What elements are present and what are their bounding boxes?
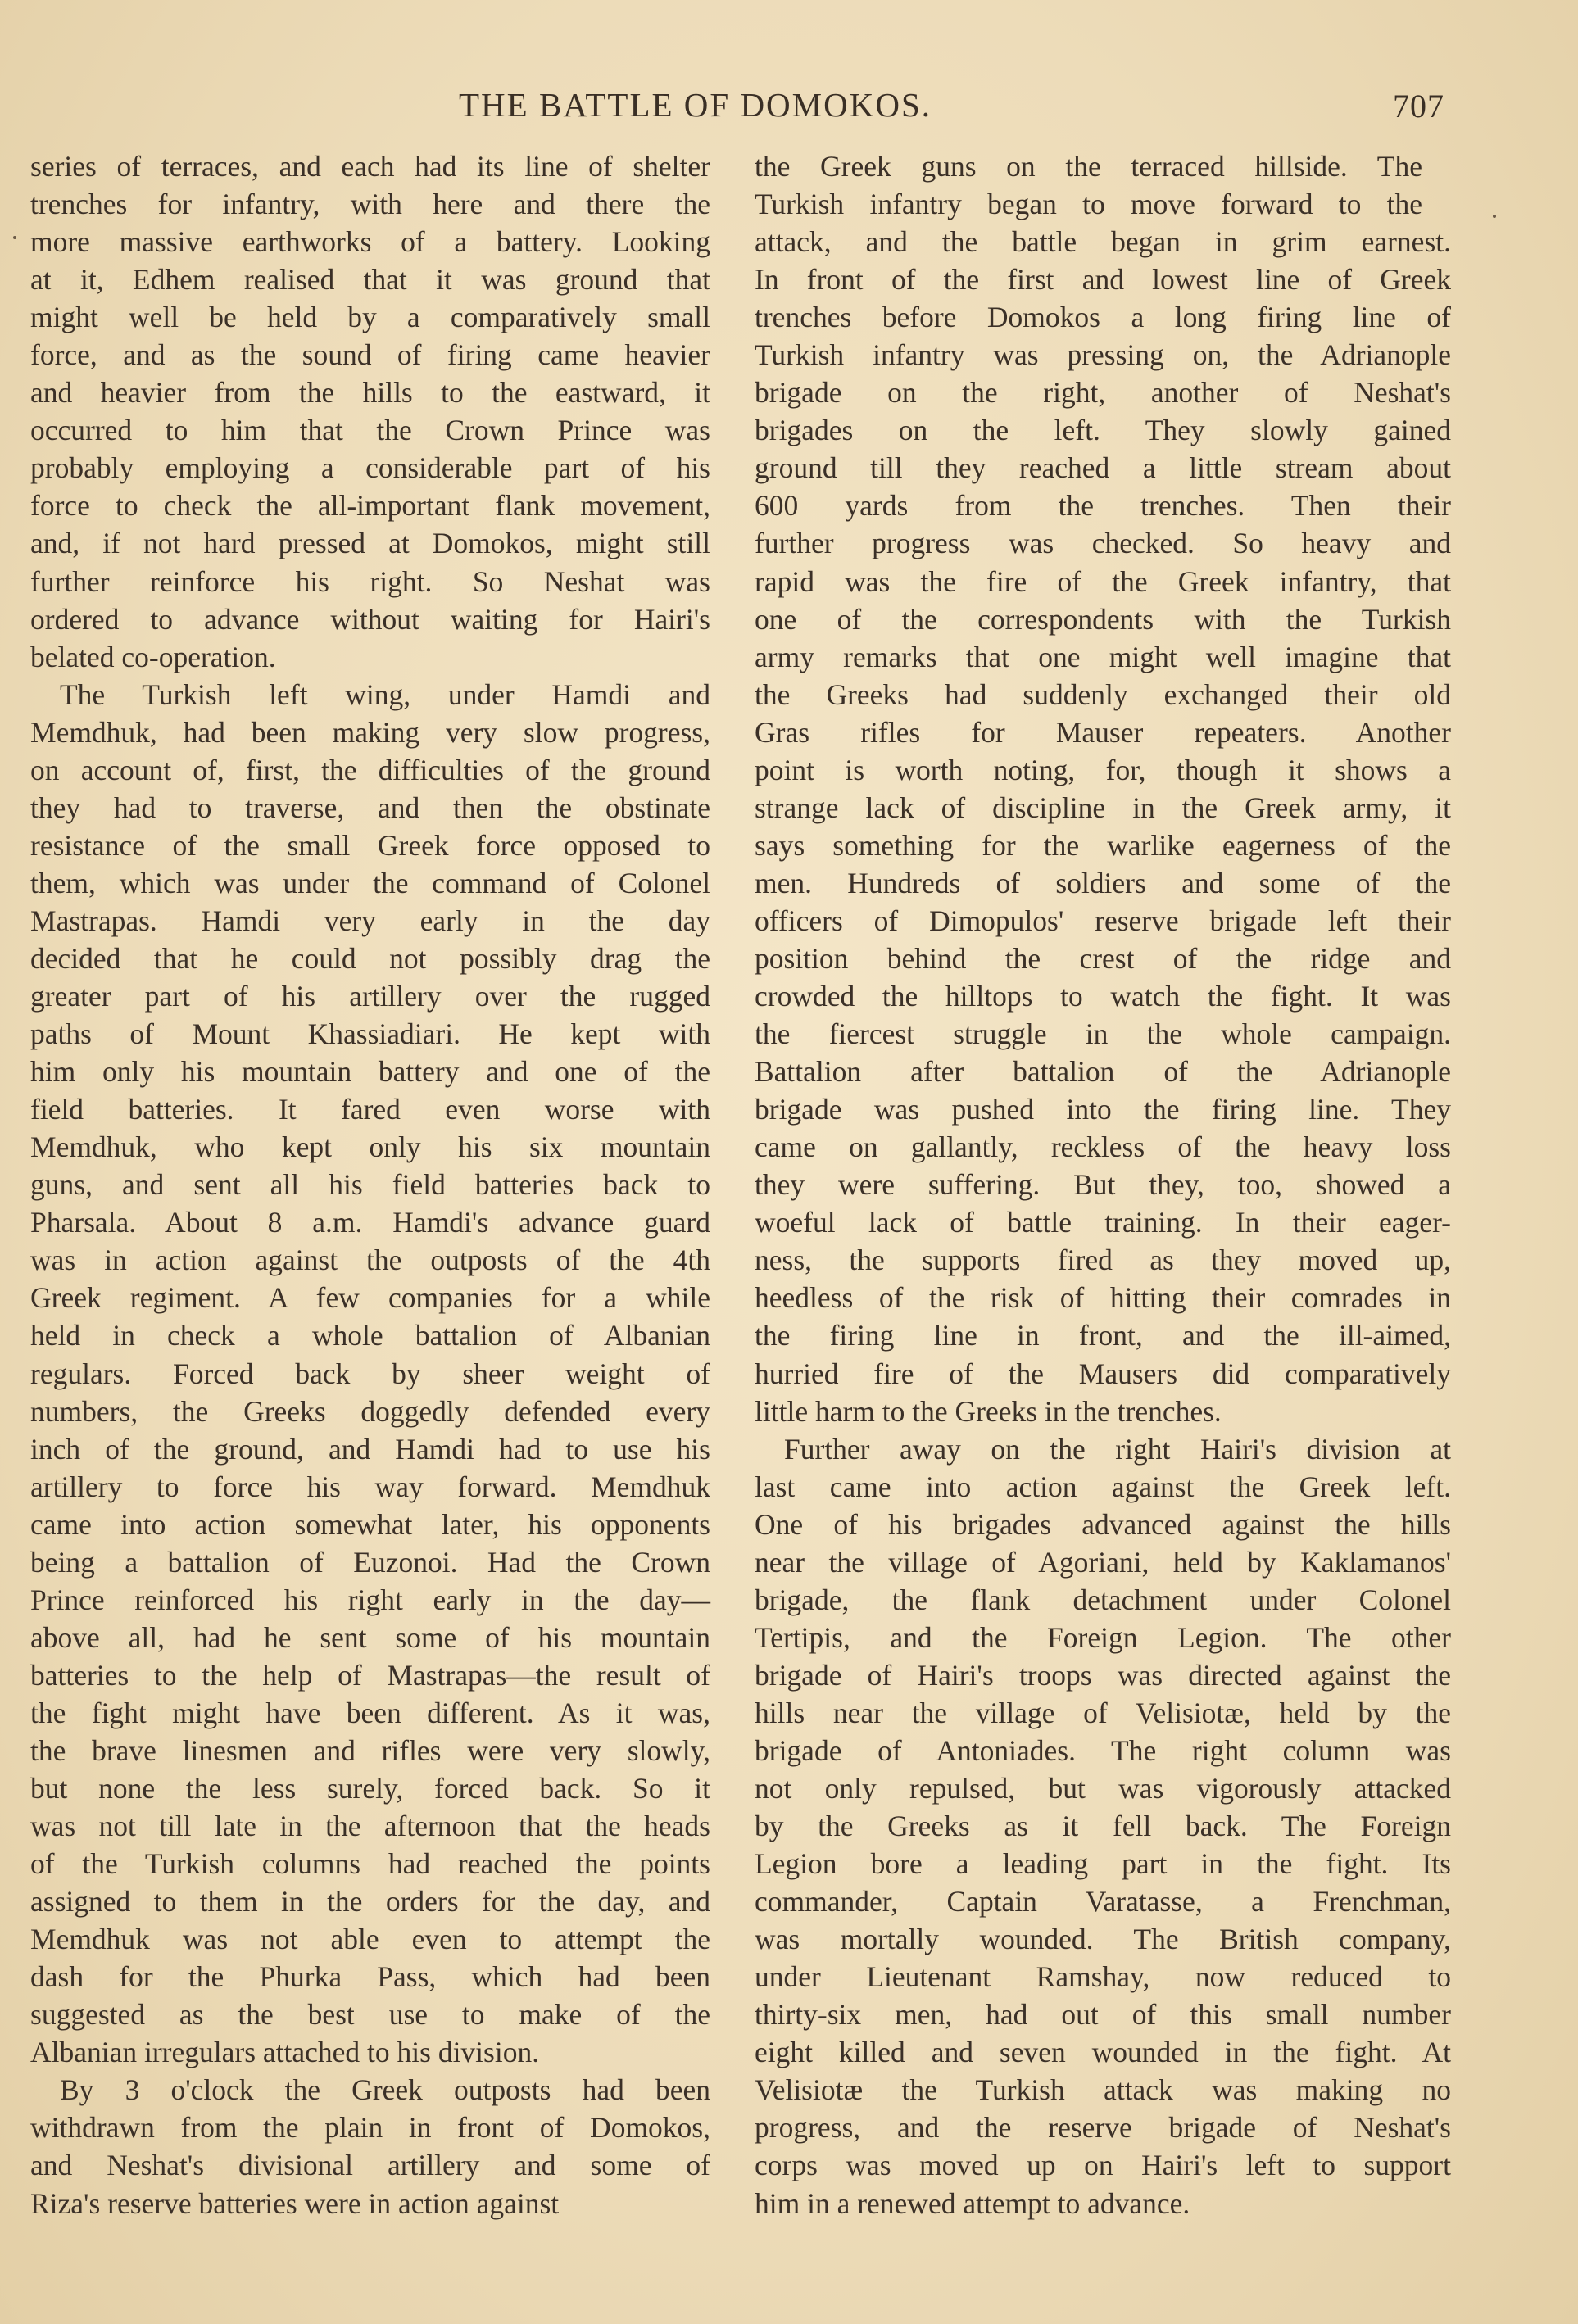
text-line: eight killed and seven wounded in the fight. At [755,2036,1451,2069]
text-line: Pharsala. About 8 a.m. Hamdi's advance guard [30,1206,710,1239]
paragraph [30,676,710,2072]
text-line: strange lack of discipline in the Greek army, it [755,791,1451,824]
text-line: Albanian irregulars attached to his division. [30,2036,540,2069]
text-line: held in check a whole battalion of Albanian [30,1319,710,1352]
text-line: not only repulsed, but was vigorously attacked [755,1772,1451,1805]
text-line: inch of the ground, and Hamdi had to use his [30,1432,710,1466]
text-line: In front of the first and lowest line of Greek [755,263,1451,297]
text-line: army remarks that one might well imagine that [755,640,1451,673]
text-line: Memdhuk was not able even to attempt the [30,1923,710,1956]
text-line: Velisiotæ the Turkish attack was making no [755,2073,1451,2107]
text-line: and, if not hard pressed at Domokos, might still [30,527,710,560]
text-line: suggested as the best use to make of the [30,1998,710,2032]
ink-speck [13,236,16,239]
text-line: brigade of Hairi's troops was directed against the [755,1658,1451,1692]
text-line: greater part of his artillery over the rugged [30,980,710,1013]
paragraph [755,1430,1451,2222]
text-line: Turkish infantry was pressing on, the Adrianople [755,338,1451,372]
text-line: last came into action against the Greek left. [755,1470,1451,1503]
text-line: Memdhuk, who kept only his six mountain [30,1130,710,1164]
text-line: brigade of Antoniades. The right column was [755,1733,1451,1767]
text-line: above all, had he sent some of his mountain [30,1620,710,1654]
text-line: the Greek guns on the terraced hillside. The [755,150,1422,183]
text-line: decided that he could not possibly drag the [30,941,710,975]
text-line: one of the correspondents with the Turkish [755,602,1451,636]
text-line: crowded the hilltops to watch the fight. It was [755,980,1451,1013]
text-line: brigades on the left. They slowly gained [755,414,1451,447]
text-line: Turkish infantry began to move forward to the [755,188,1422,221]
text-line: was in action against the outposts of the 4th [30,1244,710,1277]
text-line: corps was moved up on Hairi's left to support [755,2149,1451,2182]
text-line: trenches before Domokos a long firing line of [755,301,1451,334]
text-line: ordered to advance without waiting for Hairi's [30,602,710,636]
text-line: and heavier from the hills to the eastward, it [30,376,710,410]
text-line: force, and as the sound of firing came heavier [30,338,710,372]
text-line: says something for the warlike eagerness of the [755,828,1451,862]
text-line: Legion bore a leading part in the fight. Its [755,1847,1451,1881]
text-line: woeful lack of battle training. In their eager- [755,1206,1451,1239]
text-line: attack, and the battle began in grim earnest. [755,225,1451,259]
right-text-column [755,147,1451,2222]
text-line: the fight might have been different. As it was, [30,1696,710,1729]
text-line: occurred to him that the Crown Prince was [30,414,710,447]
text-line: progress, and the reserve brigade of Neshat's [755,2111,1451,2145]
running-head-title: THE BATTLE OF DOMOKOS. [459,86,932,124]
text-line: regulars. Forced back by sheer weight of [30,1357,710,1390]
text-line: probably employing a considerable part of his [30,451,710,485]
text-line: was mortally wounded. The British company, [755,1923,1451,1956]
text-line: artillery to force his way forward. Memdhuk [30,1470,710,1503]
text-line: men. Hundreds of soldiers and some of the [755,866,1451,899]
text-line: on account of, first, the difficulties of the ground [30,753,710,786]
text-line: the fiercest struggle in the whole campaign. [755,1017,1451,1051]
paragraph [755,147,1451,1430]
text-line: dash for the Phurka Pass, which had been [30,1960,710,1994]
text-line: heedless of the risk of hitting their comrades in [755,1281,1451,1315]
text-line: them, which was under the command of Colonel [30,866,710,899]
text-line: rapid was the fire of the Greek infantry, that [755,564,1451,598]
text-line: Prince reinforced his right early in the day— [30,1583,710,1616]
text-line: the Greeks had suddenly exchanged their old [755,677,1451,711]
page-number: 707 [1393,88,1444,125]
text-line: ness, the supports fired as they moved up, [755,1244,1451,1277]
text-line: trenches for infantry, with here and there the [30,188,710,221]
text-line: thirty-six men, had out of this small number [755,1998,1451,2032]
text-line: brigade, the flank detachment under Colonel [755,1583,1451,1616]
paragraph [30,2071,710,2222]
text-line: and Neshat's divisional artillery and some of [30,2149,710,2182]
text-line: 600 yards from the trenches. Then their [755,489,1451,523]
text-line: they had to traverse, and then the obstinate [30,791,710,824]
text-line: Riza's reserve batteries were in action against [30,2186,560,2220]
text-line: position behind the crest of the ridge and [755,941,1451,975]
text-line: field batteries. It fared even worse with [30,1093,710,1126]
text-line: batteries to the help of Mastrapas—the result of [30,1658,710,1692]
text-line: By 3 o'clock the Greek outposts had been [60,2073,710,2107]
text-line: might well be held by a comparatively small [30,301,710,334]
text-line: Battalion after battalion of the Adrianople [755,1055,1451,1089]
text-line: the brave linesmen and rifles were very slowly, [30,1733,710,1767]
text-line: hurried fire of the Mausers did comparatively [755,1357,1451,1390]
text-line: Mastrapas. Hamdi very early in the day [30,904,710,937]
text-line: the firing line in front, and the ill-aimed, [755,1319,1451,1352]
left-text-column [30,147,710,2222]
text-line: of the Turkish columns had reached the points [30,1847,710,1881]
text-line: One of his brigades advanced against the hills [755,1507,1451,1541]
text-line: ground till they reached a little stream about [755,451,1451,485]
text-line: but none the less surely, forced back. So it [30,1772,710,1805]
text-line: series of terraces, and each had its line of shelter [30,150,710,183]
text-line: brigade was pushed into the firing line. They [755,1093,1451,1126]
text-line: him only his mountain battery and one of the [30,1055,710,1089]
text-line: they were suffering. But they, too, showed a [755,1168,1451,1202]
text-line: paths of Mount Khassiadiari. He kept with [30,1017,710,1051]
text-line: came on gallantly, reckless of the heavy loss [755,1130,1451,1164]
text-line: came into action somewhat later, his opponents [30,1507,710,1541]
text-line: commander, Captain Varatasse, a Frenchman, [755,1885,1451,1919]
text-line: assigned to them in the orders for the day, and [30,1885,710,1919]
text-line: little harm to the Greeks in the trenches. [755,1394,1222,1428]
text-line: force to check the all-important flank movement, [30,489,710,523]
text-line: was not till late in the afternoon that the heads [30,1810,710,1843]
text-line: withdrawn from the plain in front of Domokos, [30,2111,710,2145]
text-line: numbers, the Greeks doggedly defended every [30,1394,710,1428]
text-line: under Lieutenant Ramshay, now reduced to [755,1960,1451,1994]
text-line: him in a renewed attempt to advance. [755,2186,1190,2220]
text-line: point is worth noting, for, though it shows a [755,753,1451,786]
text-line: at it, Edhem realised that it was ground that [30,263,710,297]
text-line: further reinforce his right. So Neshat was [30,564,710,598]
text-line: Further away on the right Hairi's division at [784,1432,1451,1466]
text-line: more massive earthworks of a battery. Looking [30,225,710,259]
text-line: officers of Dimopulos' reserve brigade left their [755,904,1451,937]
text-line: belated co-operation. [30,640,276,673]
text-line: The Turkish left wing, under Hamdi and [60,677,710,711]
text-line: Gras rifles for Mauser repeaters. Another [755,715,1451,749]
ink-speck [1493,215,1496,218]
text-line: Memdhuk, had been making very slow progress, [30,715,710,749]
text-line: brigade on the right, another of Neshat's [755,376,1451,410]
text-line: near the village of Agoriani, held by Kaklamanos' [755,1545,1451,1579]
text-line: Tertipis, and the Foreign Legion. The other [755,1620,1451,1654]
text-line: being a battalion of Euzonoi. Had the Crown [30,1545,710,1579]
text-line: Greek regiment. A few companies for a while [30,1281,710,1315]
paragraph [30,147,710,676]
text-line: guns, and sent all his field batteries back to [30,1168,710,1202]
text-line: hills near the village of Velisiotæ, held by the [755,1696,1451,1729]
text-line: resistance of the small Greek force opposed to [30,828,710,862]
text-line: further progress was checked. So heavy and [755,527,1451,560]
text-line: by the Greeks as it fell back. The Foreign [755,1810,1451,1843]
